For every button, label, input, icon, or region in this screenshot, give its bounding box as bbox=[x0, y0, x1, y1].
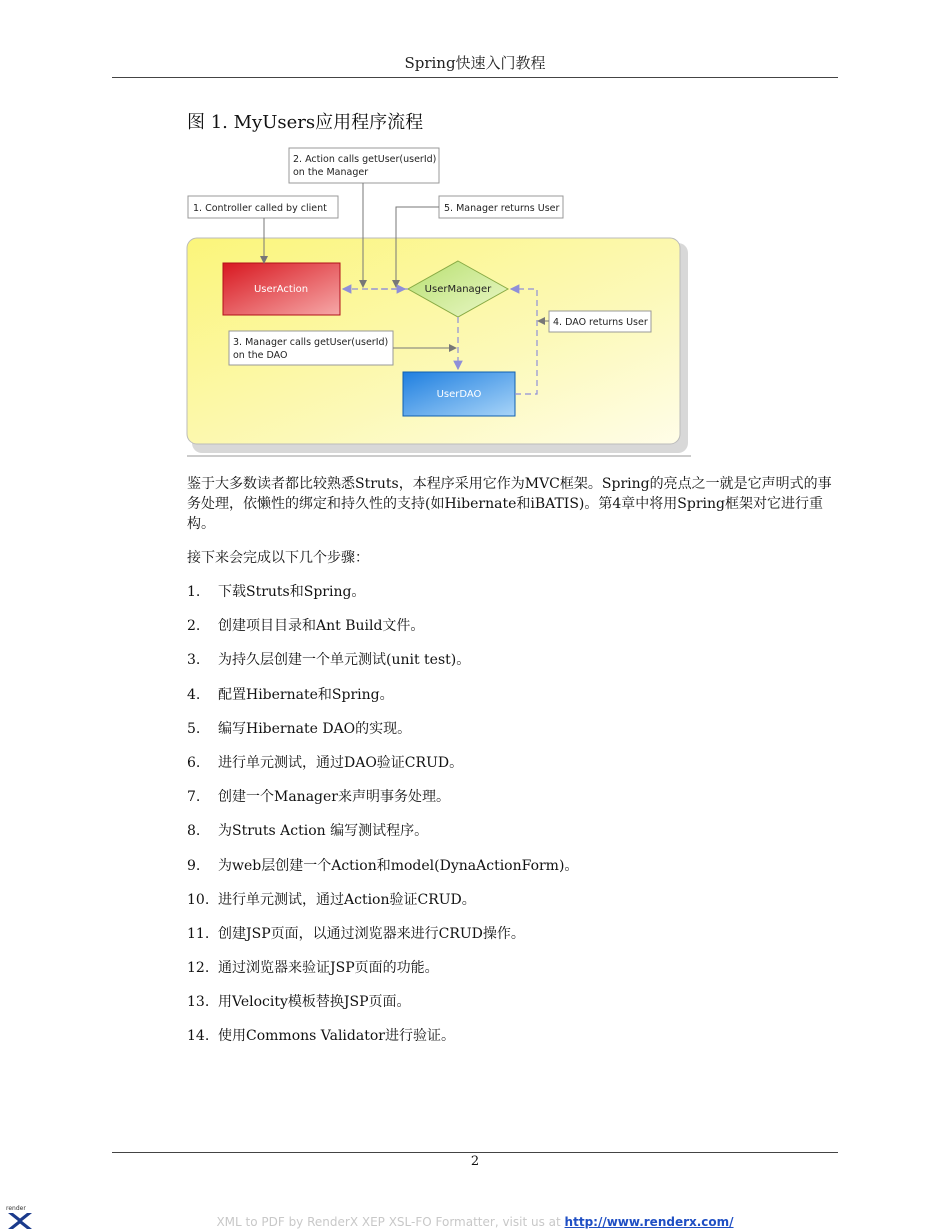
running-header: Spring快速入门教程 bbox=[404, 54, 546, 72]
list-item bbox=[187, 958, 839, 992]
step-number: 10. bbox=[187, 891, 210, 908]
list-item bbox=[187, 753, 839, 787]
list-item bbox=[187, 685, 839, 719]
list-item bbox=[187, 719, 839, 753]
watermark-text: XML to PDF by RenderX XEP XSL-FO Formatter, visit us at bbox=[216, 1215, 565, 1229]
step-number: 9. bbox=[187, 857, 201, 874]
figure-caption: 图 1. MyUsers应用程序流程 bbox=[187, 112, 424, 133]
steps-intro: 接下来会完成以下几个步骤： bbox=[187, 550, 369, 566]
step-text: 为持久层创建一个单元测试(unit test)。 bbox=[218, 652, 471, 669]
list-item bbox=[187, 856, 839, 890]
footer-rule bbox=[112, 1152, 838, 1153]
list-item bbox=[187, 787, 839, 821]
step-text: 创建JSP页面，以通过浏览器来进行CRUD操作。 bbox=[218, 925, 525, 942]
annotation-3-line1: 3. Manager calls getUser(userId) bbox=[233, 337, 389, 348]
step-text: 配置Hibernate和Spring。 bbox=[218, 686, 394, 703]
renderx-link[interactable]: http://www.renderx.com/ bbox=[564, 1215, 734, 1229]
step-number: 13. bbox=[187, 994, 210, 1011]
list-item bbox=[187, 1026, 839, 1060]
list-item bbox=[187, 924, 839, 958]
step-number: 7. bbox=[187, 789, 201, 806]
step-number: 5. bbox=[187, 720, 201, 737]
list-item bbox=[187, 650, 839, 684]
step-number: 4. bbox=[187, 686, 201, 703]
step-number: 11. bbox=[187, 925, 210, 942]
step-text: 用Velocity模板替换JSP页面。 bbox=[218, 994, 411, 1011]
annotation-2-line2: on the Manager bbox=[293, 167, 369, 178]
annotation-5: 5. Manager returns User bbox=[444, 203, 560, 214]
annotation-1: 1. Controller called by client bbox=[193, 203, 327, 214]
step-text: 通过浏览器来验证JSP页面的功能。 bbox=[218, 960, 439, 977]
page-number: 2 bbox=[470, 1154, 480, 1169]
step-text: 使用Commons Validator进行验证。 bbox=[218, 1028, 455, 1045]
step-text: 为web层创建一个Action和model(DynaActionForm)。 bbox=[218, 857, 579, 874]
step-text: 为Struts Action 编写测试程序。 bbox=[218, 823, 429, 840]
user-manager-label: UserManager bbox=[424, 284, 492, 295]
annotation-3-line2: on the DAO bbox=[233, 350, 288, 361]
user-dao-label: UserDAO bbox=[436, 389, 482, 400]
step-text: 下载Struts和Spring。 bbox=[218, 584, 366, 600]
logo-text: render bbox=[6, 1205, 26, 1212]
step-text: 进行单元测试，通过Action验证CRUD。 bbox=[218, 891, 476, 908]
list-item bbox=[187, 821, 839, 855]
annotation-2-line1: 2. Action calls getUser(userId) bbox=[293, 154, 437, 165]
step-number: 14. bbox=[187, 1028, 210, 1045]
header-rule bbox=[112, 77, 838, 78]
list-item bbox=[187, 890, 839, 924]
list-item bbox=[187, 616, 839, 650]
step-text: 进行单元测试，通过DAO验证CRUD。 bbox=[218, 754, 464, 771]
step-text: 创建项目目录和Ant Build文件。 bbox=[218, 618, 425, 635]
steps-list bbox=[187, 582, 839, 1061]
list-item bbox=[187, 992, 839, 1026]
list-item bbox=[187, 582, 839, 616]
step-number: 1. bbox=[187, 584, 201, 600]
step-number: 3. bbox=[187, 652, 201, 669]
watermark bbox=[0, 1215, 950, 1229]
annotation-4: 4. DAO returns User bbox=[553, 317, 648, 328]
intro-paragraph: 鉴于大多数读者都比较熟悉Struts，本程序采用它作为MVC框架。Spring的亮点之一就是它声明式的事务处理，依懒性的绑定和持久性的支持(如Hibernate和iBATIS)。第4章中将用Spring框架对它进行重构。 bbox=[187, 476, 832, 532]
step-number: 12. bbox=[187, 960, 210, 977]
step-number: 2. bbox=[187, 618, 201, 635]
step-text: 编写Hibernate DAO的实现。 bbox=[218, 720, 412, 737]
user-action-label: UserAction bbox=[253, 284, 309, 295]
step-text: 创建一个Manager来声明事务处理。 bbox=[218, 789, 450, 806]
step-number: 6. bbox=[187, 754, 201, 771]
flow-diagram bbox=[186, 145, 696, 465]
step-number: 8. bbox=[187, 823, 201, 840]
